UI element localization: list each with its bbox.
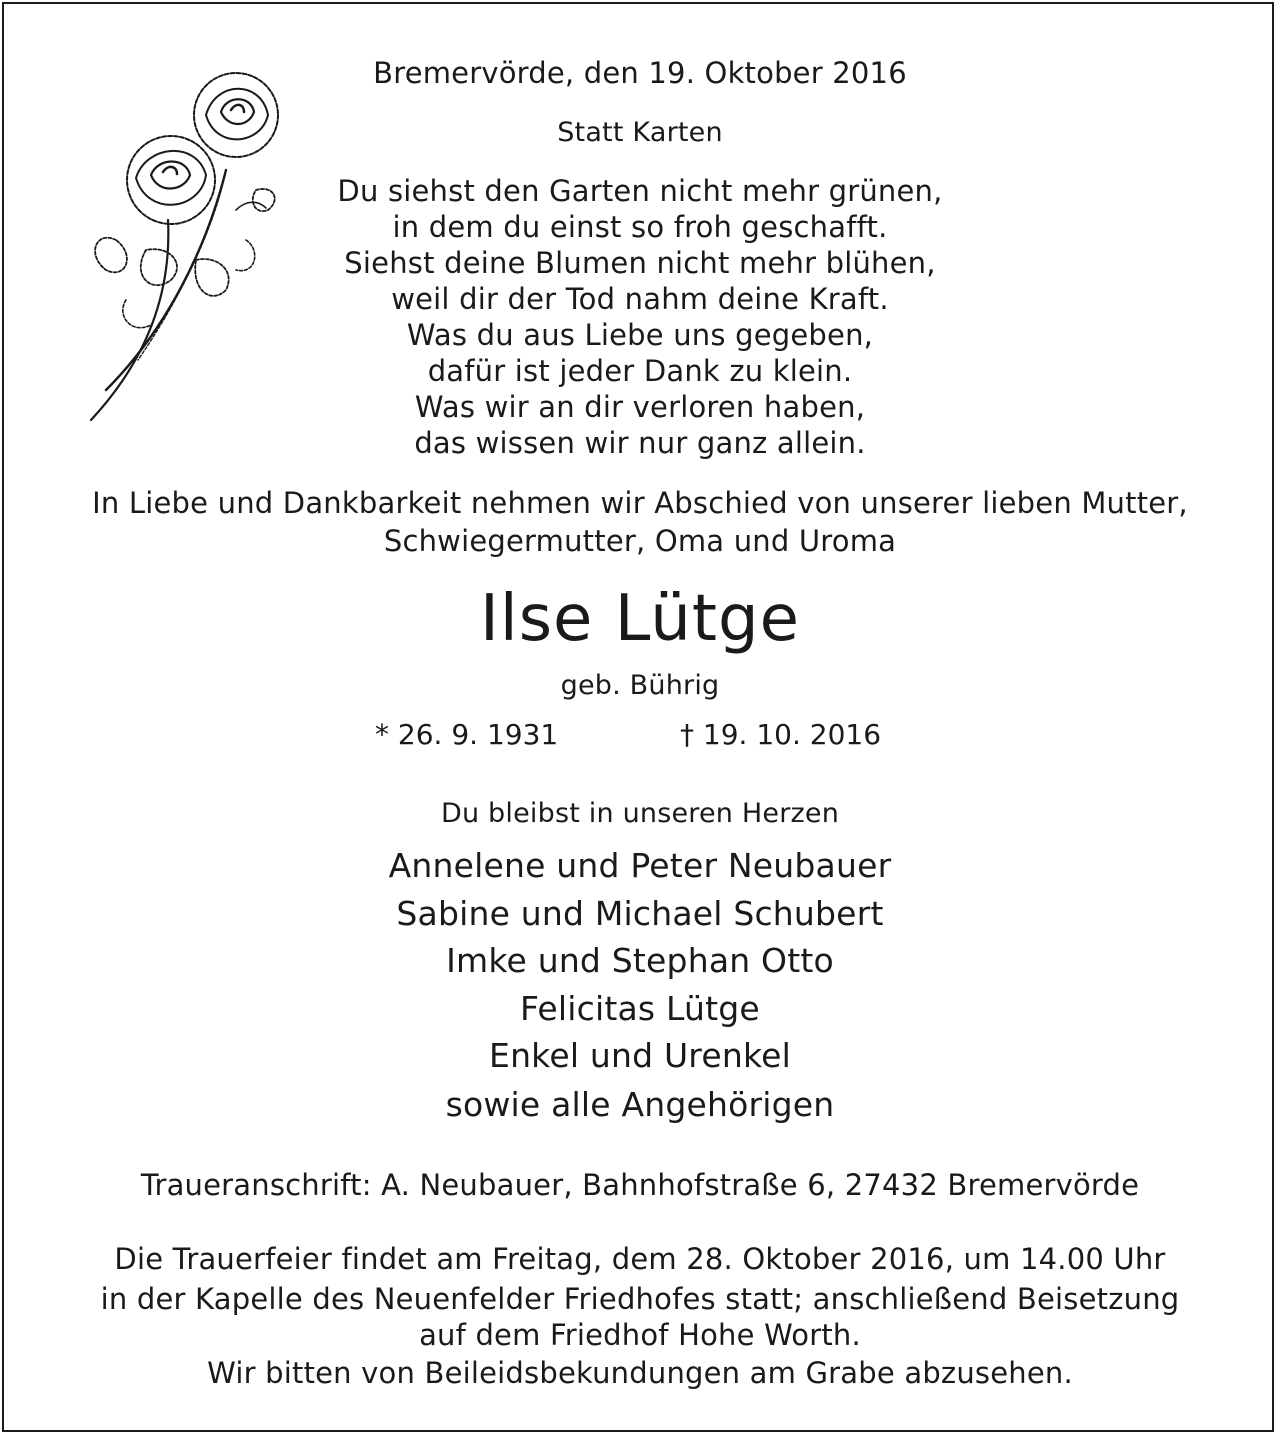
mourning-address: Traueranschrift: A. Neubauer, Bahnhofstraße 6, 27432 Bremervörde bbox=[140, 1168, 1140, 1202]
intro-line: Schwiegermutter, Oma und Uroma bbox=[383, 524, 897, 558]
poem-line: dafür ist jeder Dank zu klein. bbox=[427, 354, 853, 388]
motto: Du bleibst in unseren Herzen bbox=[440, 798, 840, 829]
ceremony-line: auf dem Friedhof Hohe Worth. bbox=[419, 1318, 861, 1352]
ceremony-line: Wir bitten von Beileidsbekundungen am Grabe abzusehen. bbox=[207, 1356, 1073, 1390]
deceased-name: Ilse Lütge bbox=[480, 582, 800, 656]
poem-line: in dem du einst so froh geschafft. bbox=[392, 210, 888, 244]
poem-line: weil dir der Tod nahm deine Kraft. bbox=[391, 282, 889, 316]
mourner-line: Enkel und Urenkel bbox=[489, 1036, 791, 1075]
ceremony-line: Die Trauerfeier findet am Freitag, dem 28. Oktober 2016, um 14.00 Uhr bbox=[114, 1242, 1166, 1276]
birth-date: * 26. 9. 1931 bbox=[375, 718, 559, 751]
intro-line: In Liebe und Dankbarkeit nehmen wir Abschied von unserer lieben Mutter, bbox=[92, 486, 1188, 520]
poem-line: Was du aus Liebe uns gegeben, bbox=[406, 318, 874, 352]
poem-line: Du siehst den Garten nicht mehr grünen, bbox=[337, 174, 943, 208]
mourner-line: sowie alle Angehörigen bbox=[445, 1085, 835, 1124]
mourner-line: Annelene und Peter Neubauer bbox=[388, 846, 892, 885]
place-date: Bremervörde, den 19. Oktober 2016 bbox=[373, 56, 907, 90]
mourner-line: Sabine und Michael Schubert bbox=[396, 894, 884, 933]
birth-name: geb. Bührig bbox=[560, 670, 720, 701]
poem-line: Was wir an dir verloren haben, bbox=[414, 390, 866, 424]
poem-line: Siehst deine Blumen nicht mehr blühen, bbox=[344, 246, 936, 280]
mourner-line: Imke und Stephan Otto bbox=[446, 941, 834, 980]
statt-karten: Statt Karten bbox=[557, 117, 723, 148]
death-date: † 19. 10. 2016 bbox=[680, 718, 882, 751]
mourner-line: Felicitas Lütge bbox=[520, 989, 760, 1028]
ceremony-line: in der Kapelle des Neuenfelder Friedhofes statt; anschließend Beisetzung bbox=[100, 1282, 1180, 1316]
poem-line: das wissen wir nur ganz allein. bbox=[414, 426, 866, 460]
